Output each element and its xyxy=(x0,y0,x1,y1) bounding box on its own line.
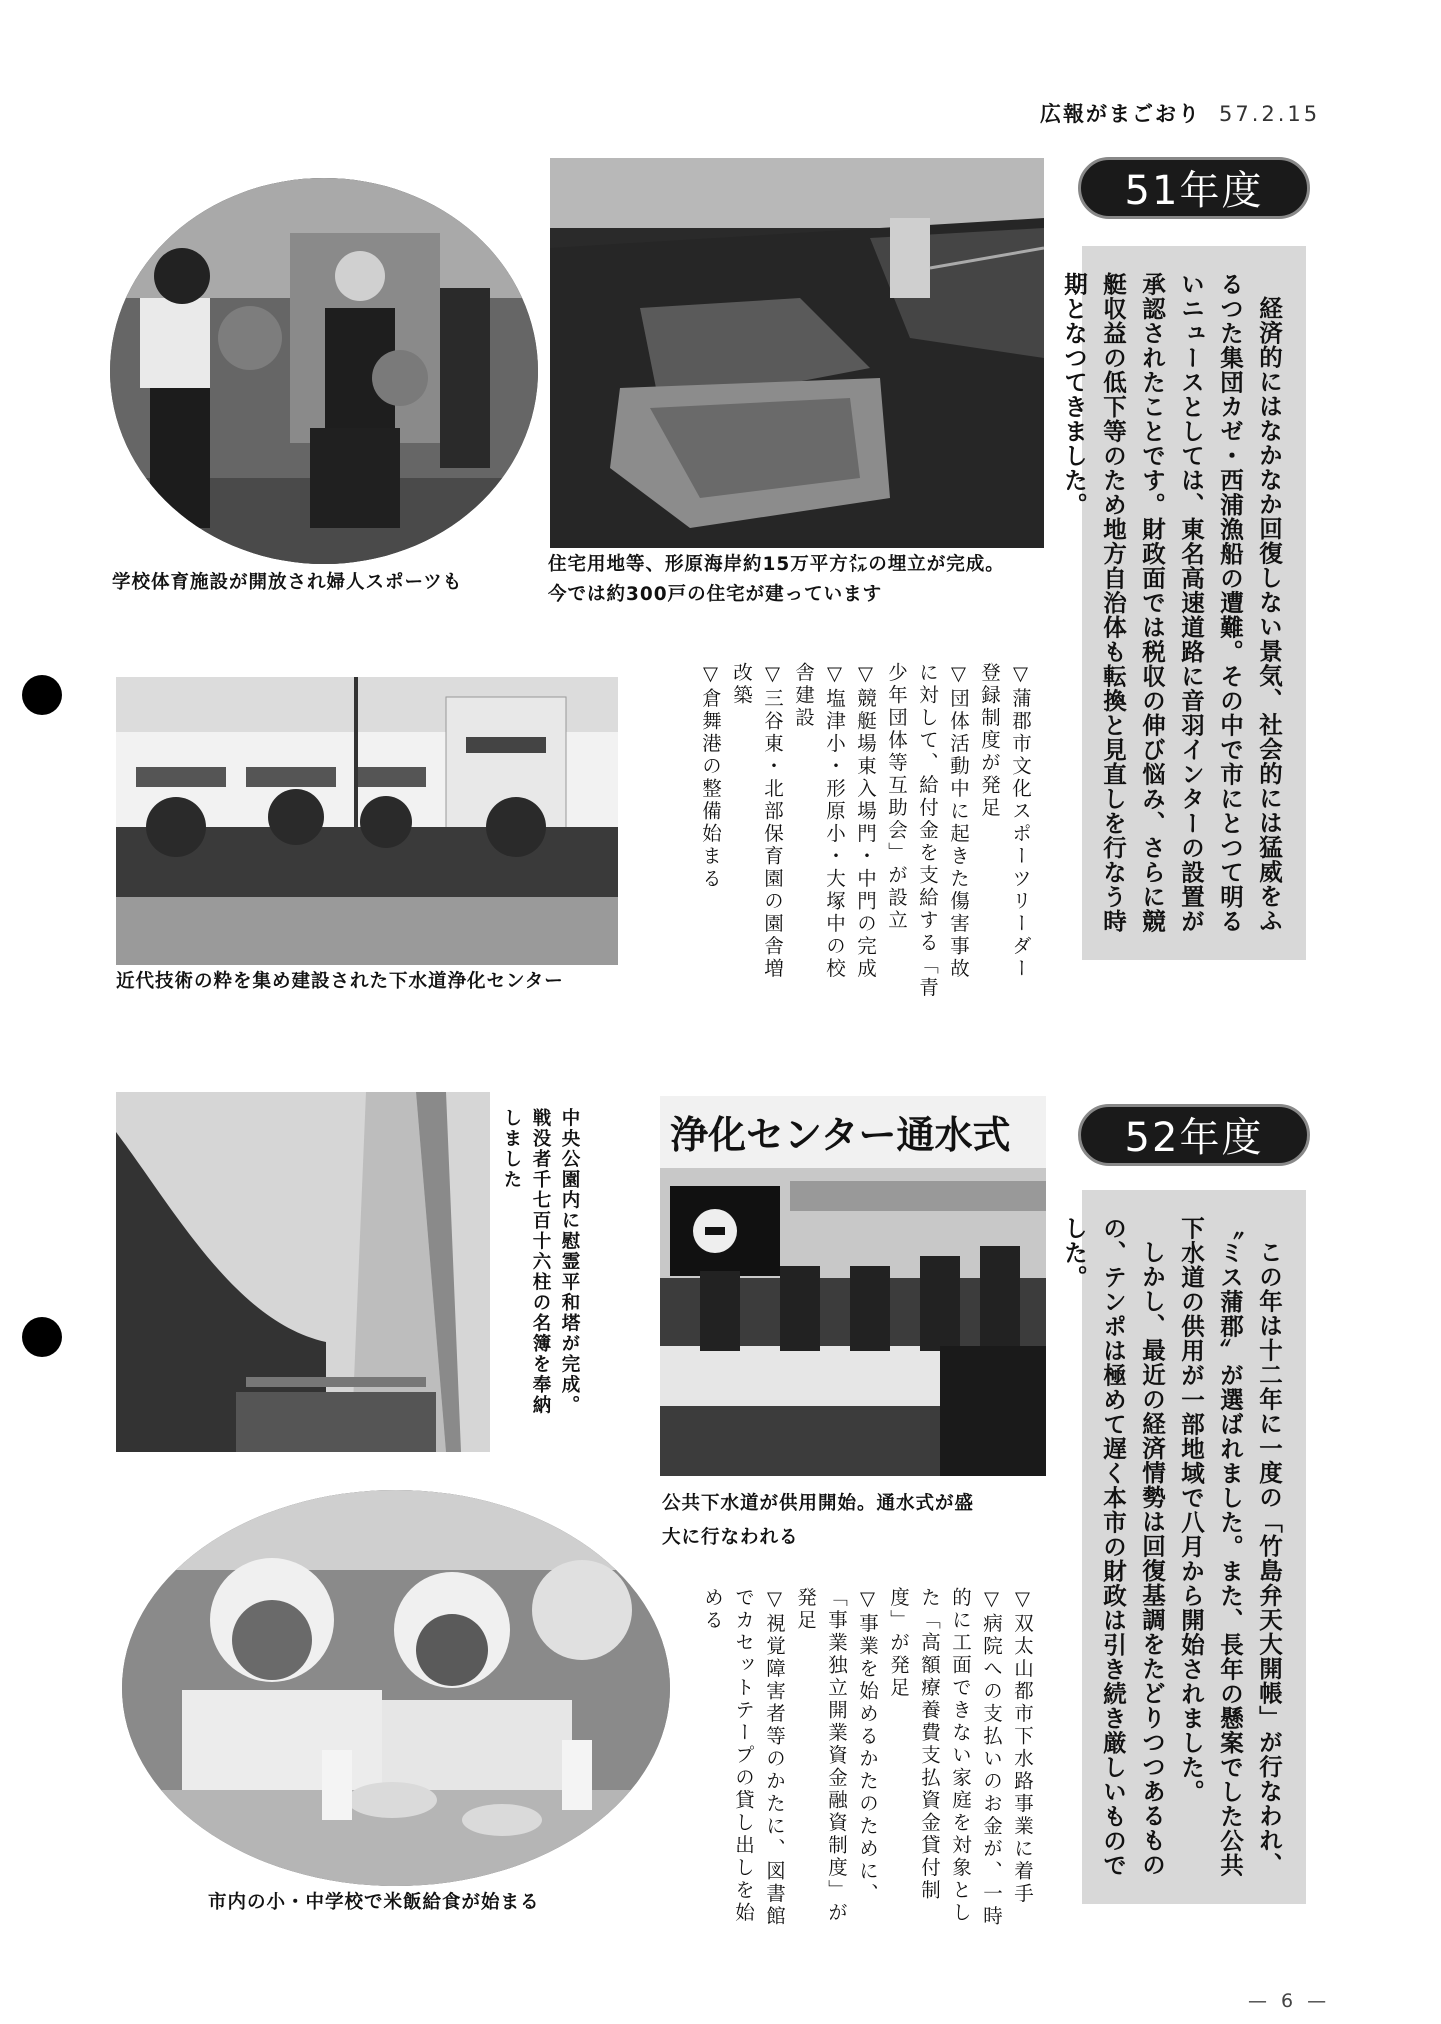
fy52-event-item: ▽視覚障害者等のかたに、図書館でカセットテープの貸し出しを始める xyxy=(701,1587,786,1928)
sports-caption: 学校体育施設が開放され婦人スポーツも xyxy=(112,572,463,593)
fy51-event-item: ▽蒲郡市文化スポーツリーダー登録制度が発足 xyxy=(978,662,1032,981)
fy52-event-item: ▽病院への支払いのお金が、一時的に工面できない家庭を対象とした「高額療養費支払資金貸付制度」が発足 xyxy=(887,1587,1003,1928)
school-lunch-photo xyxy=(122,1490,670,1886)
school-lunch-caption: 市内の小・中学校で米飯給食が始まる xyxy=(208,1892,540,1913)
publication-date: 57.2.15 xyxy=(1219,102,1321,126)
fy52-badge: 52年度 xyxy=(1078,1104,1310,1166)
binder-hole-top xyxy=(22,675,62,715)
page-header xyxy=(1040,98,1320,128)
fy52-events-list xyxy=(701,1587,1038,1937)
fy52-event-item: ▽双太山都市下水路事業に着手 xyxy=(1011,1587,1034,1906)
page-number: — 6 — xyxy=(1248,1990,1331,2012)
fy51-summary-paragraph: 経済的にはなかなか回復しない景気、社会的には猛威をふるつた集団カゼ・西浦漁船の遭難。その中で市にとつて明るいニュースとしては、東名高速道路に音羽インターの設置が承認されたことです。財政面では税収の伸び悩み、さらに競艇収益の低下等のため地方自治体も転換と見直しを行なう時期となつてきました。 xyxy=(1060,272,1283,934)
fy52-summary-paragraph-1: この年は十二年に一度の「竹島弁天大開帳」が行なわれ、〝ミス蒲郡〟が選ばれました。また、長年の懸案でした公共下水道の供用が一部地域で八月から開始されました。 xyxy=(1177,1216,1283,1878)
fy51-badge: 51年度 xyxy=(1078,157,1310,219)
binder-hole-bottom xyxy=(22,1317,62,1357)
memorial-tower-photo xyxy=(116,1092,490,1452)
sports-photo xyxy=(110,178,538,564)
fy51-event-item: ▽団体活動中に起きた傷害事故に対して、給付金を支給する「青少年団体等互助会」が設立 xyxy=(885,662,970,1000)
ceremony-sign-text: 浄化センター通水式 xyxy=(670,1113,1011,1157)
sewage-ceremony-photo xyxy=(660,1096,1046,1476)
ceremony-caption xyxy=(662,1487,974,1555)
memorial-caption: 中央公園内に慰霊平和塔が完成。戦没者千七百十六柱の名簿を奉納しました xyxy=(501,1108,580,1416)
fy52-event-item: ▽事業を始めるかたのために、「事業独立開業資金融資制度」が発足 xyxy=(794,1587,879,1925)
fy52-summary xyxy=(1060,1190,1306,1904)
ceremony-caption-line1: 公共下水道が供用開始。通水式が盛 xyxy=(662,1493,975,1514)
landfill-caption xyxy=(548,550,1005,610)
landfill-caption-line1: 住宅用地等、形原海岸約15万平方㍍の埋立が完成。 xyxy=(548,554,1005,575)
landfill-caption-line2: 今では約300戸の住宅が建っています xyxy=(548,584,883,605)
sewage-center-caption: 近代技術の粋を集め建設された下水道浄化センター xyxy=(116,971,564,992)
publication-title: 広報がまごおり xyxy=(1040,102,1201,126)
landfill-aerial-photo xyxy=(550,158,1044,548)
fy52-summary-paragraph-2: しかし、最近の経済情勢は回復基調をたどりつつあるものの、テンポは極めて遅く本市の財政は引き続き厳しいものでした。 xyxy=(1060,1216,1166,1878)
ceremony-caption-line2: 大に行なわれる xyxy=(662,1527,799,1548)
fy51-summary xyxy=(1060,246,1306,960)
fy51-events-list xyxy=(686,662,1036,1002)
fy51-event-item: ▽倉舞港の整備始まる xyxy=(699,662,722,891)
fy51-event-item: ▽塩津小・形原小・大塚中の校舎建設 xyxy=(792,662,846,981)
sewage-center-photo xyxy=(116,677,618,965)
fy51-event-item: ▽競艇場東入場門・中門の完成 xyxy=(854,662,877,981)
fy51-event-item: ▽三谷東・北部保育園の園舎増改築 xyxy=(730,662,784,981)
